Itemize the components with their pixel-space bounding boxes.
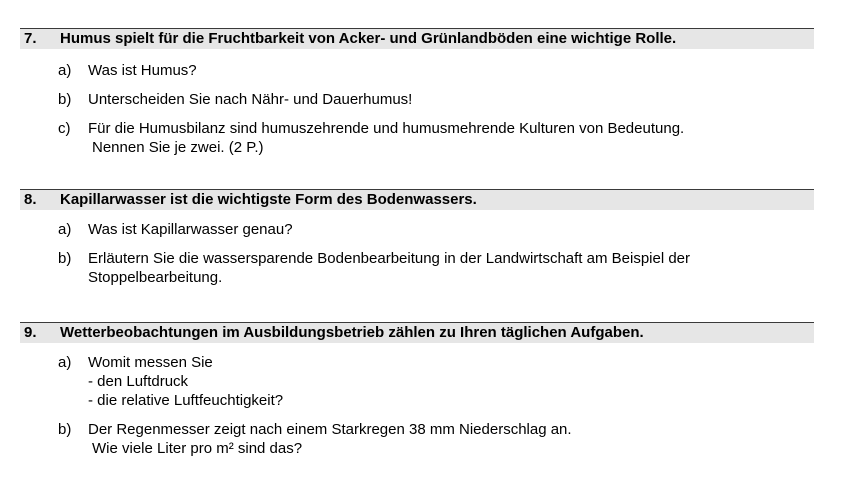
sub-question-b (58, 90, 814, 109)
sub-question-a (58, 353, 814, 410)
sub-question-letter: b) (58, 421, 72, 438)
sub-question-text: Nennen Sie je zwei. (2 P.) (92, 139, 264, 156)
sub-question-text: Der Regenmesser zeigt nach einem Starkregen 38 mm Niederschlag an. (88, 421, 572, 438)
sub-question-letter: b) (58, 91, 72, 108)
question-number: 7. (24, 30, 37, 47)
sub-question-letter: c) (58, 120, 71, 137)
sub-question-text: - den Luftdruck (88, 373, 189, 390)
question-7 (20, 28, 814, 157)
question-title: Humus spielt für die Fruchtbarkeit von Acker- und Grünlandböden eine wichtige Rolle. (60, 30, 677, 47)
question-9 (20, 322, 814, 458)
sub-question-letter: a) (58, 62, 72, 79)
sub-question-letter: a) (58, 354, 72, 371)
question-header (20, 189, 814, 210)
question-header (20, 28, 814, 49)
sub-question-text: Stoppelbearbeitung. (88, 269, 223, 286)
sub-question-text: Wie viele Liter pro m² sind das? (92, 440, 303, 457)
question-number: 9. (24, 324, 37, 341)
sub-question-c (58, 119, 814, 157)
question-title: Kapillarwasser ist die wichtigste Form des Bodenwassers. (60, 191, 477, 208)
sub-question-text: Für die Humusbilanz sind humuszehrende und humusmehrende Kulturen von Bedeutung. (88, 120, 685, 137)
question-title: Wetterbeobachtungen im Ausbildungsbetrieb zählen zu Ihren täglichen Aufgaben. (60, 324, 644, 341)
question-number: 8. (24, 191, 37, 208)
sub-question-text: - die relative Luftfeuchtigkeit? (88, 392, 284, 409)
sub-question-text: Unterscheiden Sie nach Nähr- und Dauerhumus! (88, 91, 413, 108)
sub-question-text: Was ist Kapillarwasser genau? (88, 221, 293, 238)
sub-question-text: Was ist Humus? (88, 62, 197, 79)
question-8 (20, 189, 814, 287)
question-header (20, 322, 814, 343)
sub-question-text: Womit messen Sie (88, 354, 213, 371)
sub-question-b (58, 249, 814, 287)
sub-question-text: Erläutern Sie die wassersparende Bodenbearbeitung in der Landwirtschaft am Beispiel der (88, 250, 691, 267)
sub-question-letter: a) (58, 221, 72, 238)
sub-question-a (58, 61, 814, 80)
sub-question-b (58, 420, 814, 458)
sub-question-letter: b) (58, 250, 72, 267)
sub-question-a (58, 220, 814, 239)
